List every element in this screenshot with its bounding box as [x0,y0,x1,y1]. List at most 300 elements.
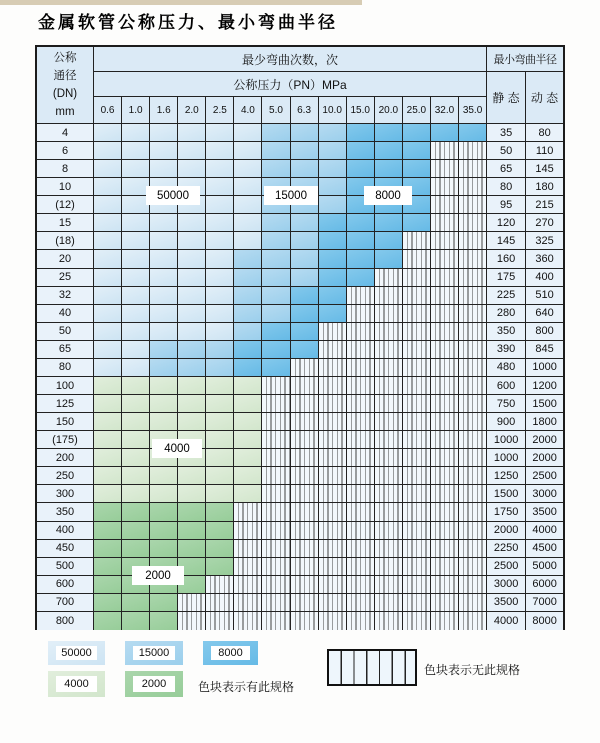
spec-cell-50000 [150,124,178,141]
no-spec-cell [375,413,403,430]
no-spec-cell [262,540,290,557]
spec-cell-15000 [234,287,262,304]
pressure-value-header: 0.6 [94,97,122,123]
static-radius-cell: 95 [487,196,526,213]
dn-cell: 4 [37,124,94,141]
spec-cell-50000 [94,341,122,358]
dynamic-radius-cell: 4000 [526,522,563,539]
spec-cell-8000 [291,323,319,340]
no-spec-cell [431,377,459,394]
no-spec-cell [431,485,459,502]
no-spec-cell [262,431,290,448]
radius-header: 最小弯曲半径 [487,47,563,72]
no-spec-cell [319,431,347,448]
no-spec-cell [459,142,487,159]
table-row [37,503,563,521]
no-spec-cell [262,485,290,502]
static-radius-cell: 35 [487,124,526,141]
spec-cell-2000 [94,540,122,557]
legend-chip-label: 50000 [56,646,97,661]
legend-chip-label: 8000 [211,646,251,661]
spec-cell-4000 [94,431,122,448]
spec-cell-15000 [291,232,319,249]
no-spec-cell [291,503,319,520]
dynamic-radius-cell: 1500 [526,395,563,412]
no-spec-cell [319,522,347,539]
spec-cell-4000 [94,395,122,412]
no-spec-cell [431,214,459,231]
spec-cell-4000 [206,413,234,430]
spec-cell-2000 [94,594,122,611]
spec-cell-8000 [319,269,347,286]
spec-cell-50000 [94,232,122,249]
spec-cell-2000 [150,612,178,630]
spec-cell-50000 [206,214,234,231]
dn-header-line: mm [55,106,75,118]
no-spec-cell [347,305,375,322]
spec-cell-2000 [122,503,150,520]
spec-cell-50000 [150,323,178,340]
no-spec-cell [459,413,487,430]
static-radius-cell: 120 [487,214,526,231]
spec-cell-8000 [347,124,375,141]
no-spec-cell [459,522,487,539]
spec-cell-50000 [122,232,150,249]
spec-cell-50000 [94,323,122,340]
table-row [37,395,563,413]
spec-cell-4000 [150,377,178,394]
spec-cell-4000 [94,485,122,502]
no-spec-cell [459,287,487,304]
spec-cell-50000 [150,160,178,177]
table-row [37,305,563,323]
table-row [37,232,563,250]
spec-cell-4000 [234,413,262,430]
static-radius-cell: 390 [487,341,526,358]
spec-cell-15000 [262,160,290,177]
spec-cell-15000 [262,287,290,304]
no-spec-cell [375,522,403,539]
no-spec-cell [291,359,319,376]
band-label-2000: 2000 [132,566,184,585]
spec-cell-50000 [206,160,234,177]
no-spec-cell [459,467,487,484]
spec-cell-8000 [431,124,459,141]
static-radius-cell: 175 [487,269,526,286]
dn-cell: 32 [37,287,94,304]
spec-cell-4000 [122,449,150,466]
dn-cell: 80 [37,359,94,376]
no-spec-cell [347,558,375,575]
table-row [37,485,563,503]
pressure-value-header: 25.0 [403,97,431,123]
static-radius-cell: 480 [487,359,526,376]
band-label-50000: 50000 [146,186,200,205]
static-radius-cell: 1000 [487,431,526,448]
no-spec-cell [375,485,403,502]
dn-cell: 250 [37,467,94,484]
legend-chip-15000 [125,641,183,665]
spec-cell-50000 [122,124,150,141]
dynamic-header: 动 态 [526,72,563,123]
no-spec-cell [291,612,319,630]
no-spec-cell [234,558,262,575]
spec-cell-50000 [178,305,206,322]
no-spec-cell [319,612,347,630]
table-row [37,449,563,467]
no-spec-cell [262,612,290,630]
spec-cell-50000 [94,124,122,141]
table-row [37,214,563,232]
bend-times-header-group [94,47,487,123]
no-spec-cell [262,522,290,539]
spec-cell-4000 [234,467,262,484]
table-row [37,269,563,287]
table-row [37,594,563,612]
no-spec-cell [403,558,431,575]
no-spec-cell [375,377,403,394]
bend-times-header: 最少弯曲次数，次 [94,47,486,72]
spec-cell-50000 [206,305,234,322]
dynamic-radius-cell: 3500 [526,503,563,520]
no-spec-cell [403,431,431,448]
table-row [37,359,563,377]
spec-cell-15000 [319,124,347,141]
dynamic-radius-cell: 510 [526,287,563,304]
spec-cell-50000 [178,250,206,267]
no-spec-cell [431,395,459,412]
spec-cell-8000 [319,287,347,304]
no-spec-cell [375,594,403,611]
top-accent-strip [0,0,362,5]
no-spec-cell [431,503,459,520]
spec-cell-4000 [122,395,150,412]
spec-cell-2000 [94,612,122,630]
no-spec-cell [319,413,347,430]
spec-cell-4000 [150,467,178,484]
static-radius-cell: 50 [487,142,526,159]
table-row [37,612,563,630]
no-spec-cell [459,377,487,394]
table-row [37,413,563,431]
no-spec-cell [262,467,290,484]
no-spec-cell [234,576,262,593]
dn-cell: 400 [37,522,94,539]
pressure-value-header: 6.3 [291,97,319,123]
spec-cell-50000 [122,341,150,358]
spec-cell-50000 [150,250,178,267]
no-spec-cell [291,413,319,430]
no-spec-cell [319,377,347,394]
dn-cell: 700 [37,594,94,611]
legend-chip-2000 [125,671,183,697]
dynamic-radius-cell: 800 [526,323,563,340]
dn-cell: 15 [37,214,94,231]
spec-cell-4000 [122,413,150,430]
no-spec-cell [375,467,403,484]
static-radius-cell: 2500 [487,558,526,575]
spec-cell-8000 [319,214,347,231]
spec-cell-4000 [94,413,122,430]
legend-chip-label: 4000 [56,676,97,692]
table-header [37,47,563,124]
spec-cell-15000 [234,323,262,340]
spec-cell-50000 [150,305,178,322]
spec-cell-8000 [347,250,375,267]
spec-cell-8000 [291,305,319,322]
spec-cell-8000 [319,232,347,249]
no-spec-cell [459,540,487,557]
spec-cell-4000 [122,431,150,448]
no-spec-cell [206,594,234,611]
no-spec-cell [375,323,403,340]
spec-cell-50000 [234,178,262,195]
table-row [37,431,563,449]
spec-cell-4000 [234,395,262,412]
spec-cell-50000 [206,232,234,249]
dynamic-radius-cell: 1000 [526,359,563,376]
spec-cell-50000 [94,305,122,322]
no-spec-cell [262,449,290,466]
spec-cell-2000 [94,576,122,593]
band-label-8000: 8000 [364,186,412,205]
no-spec-cell [234,540,262,557]
spec-cell-15000 [319,142,347,159]
no-spec-cell [403,232,431,249]
spec-cell-50000 [206,142,234,159]
no-spec-cell [262,558,290,575]
spec-cell-8000 [375,160,403,177]
no-spec-cell [319,395,347,412]
dn-cell: 350 [37,503,94,520]
no-spec-cell [403,323,431,340]
spec-cell-4000 [234,431,262,448]
no-spec-cell [375,269,403,286]
no-spec-cell [403,287,431,304]
spec-cell-8000 [234,359,262,376]
no-spec-cell [375,431,403,448]
no-spec-cell [319,503,347,520]
spec-cell-2000 [150,503,178,520]
spec-cell-50000 [178,287,206,304]
spec-cell-4000 [122,467,150,484]
no-spec-cell [319,576,347,593]
no-spec-cell [319,341,347,358]
no-spec-cell [403,413,431,430]
static-radius-cell: 350 [487,323,526,340]
static-radius-cell: 2250 [487,540,526,557]
dynamic-radius-cell: 2500 [526,467,563,484]
spec-cell-2000 [178,522,206,539]
spec-cell-50000 [150,287,178,304]
dynamic-radius-cell: 400 [526,269,563,286]
no-spec-cell [459,431,487,448]
no-spec-cell [431,467,459,484]
spec-cell-50000 [122,305,150,322]
dn-cell: 600 [37,576,94,593]
spec-cell-4000 [150,395,178,412]
no-spec-cell [431,341,459,358]
spec-cell-50000 [150,142,178,159]
dn-cell: 300 [37,485,94,502]
no-spec-cell [431,594,459,611]
spec-cell-8000 [375,214,403,231]
dn-cell: 10 [37,178,94,195]
static-radius-cell: 225 [487,287,526,304]
no-spec-cell [459,323,487,340]
spec-cell-50000 [206,323,234,340]
dn-cell: 125 [37,395,94,412]
dynamic-radius-cell: 3000 [526,485,563,502]
spec-cell-8000 [234,341,262,358]
table-row [37,124,563,142]
dn-cell: 65 [37,341,94,358]
no-spec-cell [234,594,262,611]
static-radius-cell: 145 [487,232,526,249]
spec-cell-50000 [206,178,234,195]
spec-cell-4000 [94,467,122,484]
spec-cell-50000 [122,359,150,376]
no-spec-cell [459,558,487,575]
spec-cell-50000 [150,269,178,286]
spec-cell-50000 [206,269,234,286]
no-spec-cell [291,576,319,593]
dn-cell: (12) [37,196,94,213]
spec-cell-50000 [206,250,234,267]
no-spec-cell [459,612,487,630]
no-spec-cell [347,485,375,502]
dn-cell: 200 [37,449,94,466]
no-spec-cell [347,540,375,557]
spec-cell-15000 [150,341,178,358]
spec-cell-15000 [178,341,206,358]
spec-cell-4000 [178,467,206,484]
spec-cell-4000 [234,377,262,394]
no-spec-cell [403,449,431,466]
spec-cell-15000 [291,250,319,267]
no-spec-cell [206,612,234,630]
spec-cell-4000 [122,485,150,502]
no-spec-cell [347,612,375,630]
dn-cell: (175) [37,431,94,448]
dn-cell: 450 [37,540,94,557]
no-spec-cell [403,522,431,539]
no-spec-cell [403,341,431,358]
no-spec-cell [431,413,459,430]
spec-cell-50000 [178,124,206,141]
no-spec-cell [375,576,403,593]
spec-cell-50000 [94,178,122,195]
spec-cell-50000 [122,250,150,267]
spec-cell-50000 [178,160,206,177]
no-spec-cell [291,540,319,557]
no-spec-cell [347,323,375,340]
static-dynamic-header-row [487,72,563,123]
no-spec-cell [178,594,206,611]
pressure-radius-table [35,45,565,630]
no-spec-cell [431,612,459,630]
no-spec-cell [403,467,431,484]
spec-cell-8000 [403,142,431,159]
dynamic-radius-cell: 325 [526,232,563,249]
table-row [37,250,563,268]
spec-cell-50000 [206,124,234,141]
no-spec-cell [459,250,487,267]
no-spec-cell [262,395,290,412]
no-spec-cell [403,594,431,611]
spec-cell-2000 [122,540,150,557]
spec-cell-4000 [178,377,206,394]
spec-cell-4000 [178,413,206,430]
spec-cell-50000 [206,287,234,304]
spec-cell-2000 [150,594,178,611]
no-spec-cell [403,377,431,394]
spec-cell-50000 [150,232,178,249]
spec-cell-15000 [150,359,178,376]
table-row [37,341,563,359]
spec-cell-15000 [234,250,262,267]
legend-chip-label: 2000 [133,676,175,692]
dn-header-line: (DN) [52,88,78,100]
legend-chip-50000 [48,641,105,665]
spec-cell-8000 [375,142,403,159]
no-spec-cell [347,576,375,593]
spec-cell-2000 [178,503,206,520]
static-radius-cell: 3500 [487,594,526,611]
static-radius-cell: 900 [487,413,526,430]
no-spec-cell [431,178,459,195]
spec-cell-50000 [234,142,262,159]
spec-cell-8000 [375,124,403,141]
dynamic-radius-cell: 80 [526,124,563,141]
dn-cell: (18) [37,232,94,249]
spec-cell-15000 [291,142,319,159]
no-spec-cell [431,196,459,213]
spec-cell-50000 [122,214,150,231]
dynamic-radius-cell: 360 [526,250,563,267]
no-spec-cell [291,522,319,539]
spec-cell-15000 [206,359,234,376]
table-row [37,377,563,395]
static-radius-cell: 2000 [487,522,526,539]
dynamic-radius-cell: 270 [526,214,563,231]
spec-cell-8000 [403,214,431,231]
spec-cell-2000 [150,522,178,539]
spec-cell-4000 [178,485,206,502]
no-spec-cell [347,467,375,484]
no-spec-cell [234,522,262,539]
spec-cell-4000 [94,377,122,394]
legend-striped-box [327,649,417,686]
no-spec-cell [375,305,403,322]
no-spec-cell [403,269,431,286]
no-spec-cell [291,558,319,575]
no-spec-cell [375,558,403,575]
no-spec-cell [347,503,375,520]
spec-cell-15000 [262,142,290,159]
spec-cell-8000 [375,232,403,249]
no-spec-cell [431,323,459,340]
no-spec-cell [403,305,431,322]
spec-cell-15000 [291,160,319,177]
spec-cell-4000 [206,431,234,448]
no-spec-cell [262,576,290,593]
dynamic-radius-cell: 4500 [526,540,563,557]
spec-cell-8000 [319,305,347,322]
no-spec-cell [291,377,319,394]
dynamic-radius-cell: 1800 [526,413,563,430]
no-spec-cell [459,305,487,322]
